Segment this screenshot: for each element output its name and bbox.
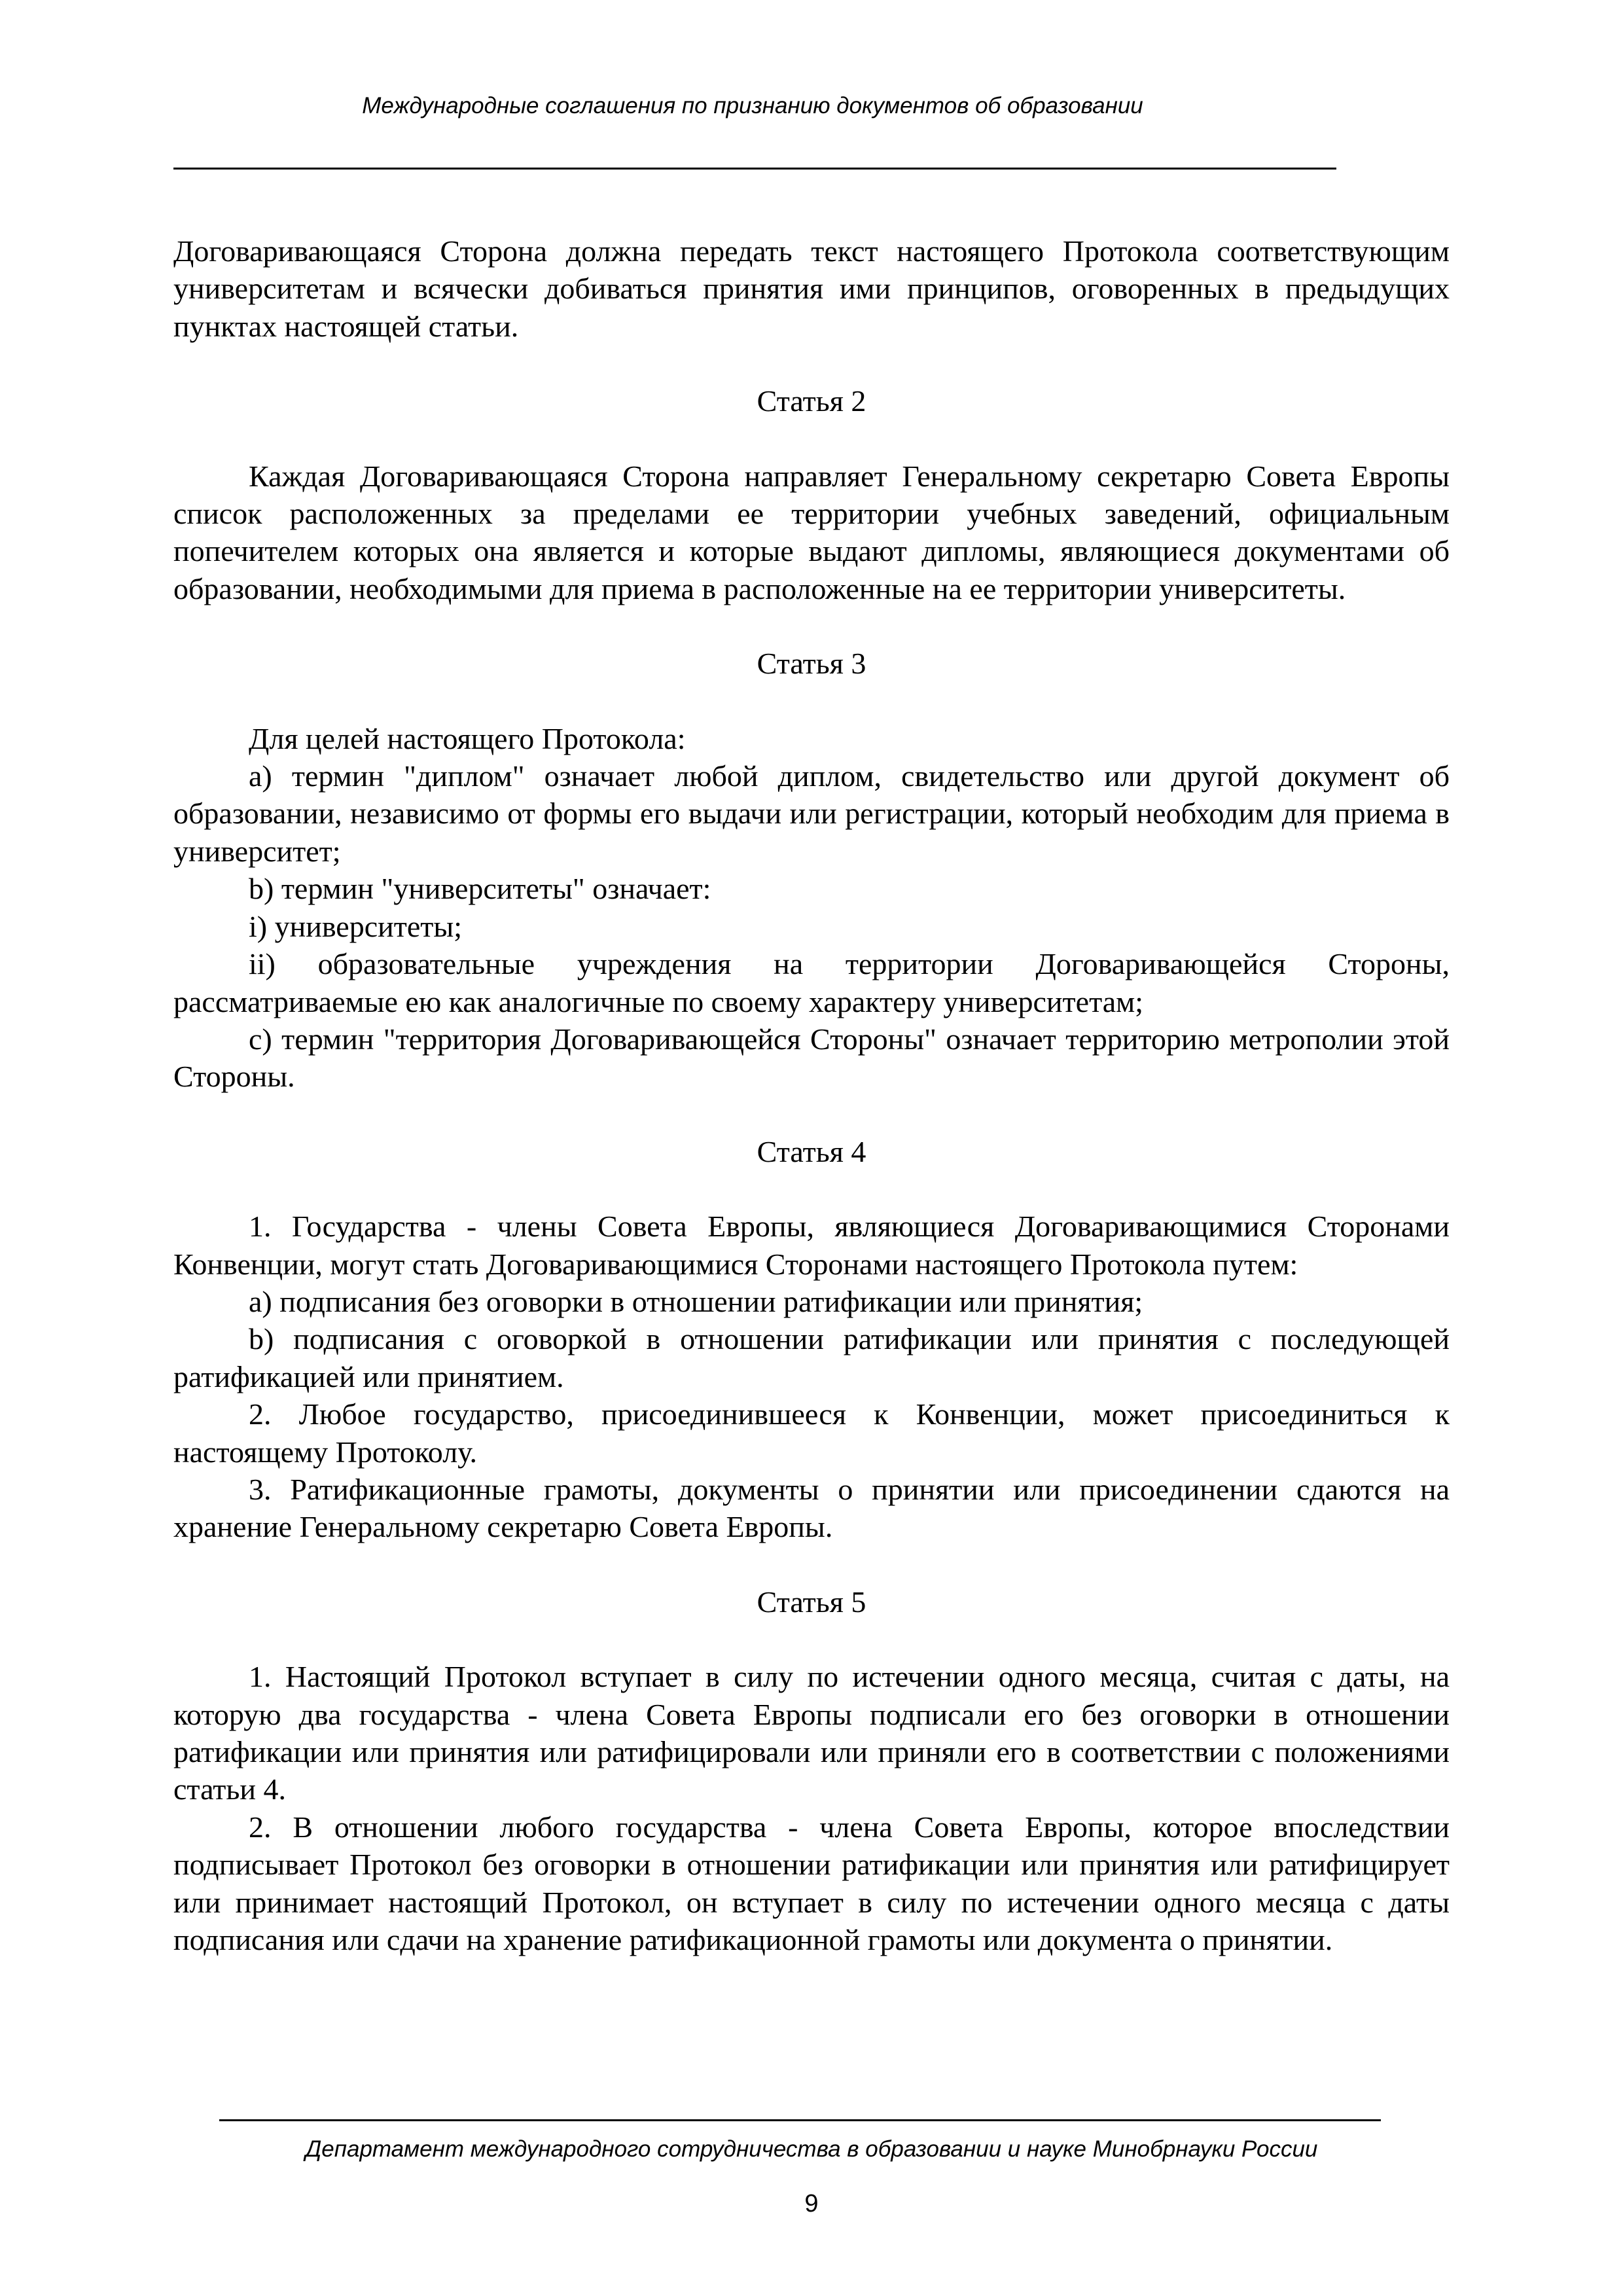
article-4-clause-1-b: b) подписания с оговоркой в отношении ратификации или принятия с последующей ратификацией или принятием. [173,1322,1450,1393]
article-3-item-c: c) термин "территория Договаривающейся Стороны" означает территорию метрополии этой Стороны. [173,1022,1450,1094]
article-3-item-a: a) термин "диплом" означает любой диплом, свидетельство или другой документ об образовании, независимо от формы его выдачи или регистрации, который необходим для приема в университет; [173,759,1450,868]
article-3-item-b-ii: ii) образовательные учреждения на территории Договаривающейся Стороны, рассматриваемые ею как аналогичные по своему характеру университетам; [173,947,1450,1018]
page-number: 9 [804,2190,819,2217]
article-3-item-b: b) термин "университеты" означает: [249,872,711,906]
article-5-clause-2: 2. В отношении любого государства - члена Совета Европы, которое впоследствии подписывает Протокол без оговорки в отношении ратификации или принятия или ратифицирует или принимает настоящий Протокол, он вступает в силу по истечении одного месяца с даты подписания или сдачи на хранение ратификационной грамоты или документа о принятии. [173,1810,1450,1957]
running-footer: Департамент международного сотрудничества в образовании и науке Минобрнауки России [305,2136,1318,2162]
article-2-heading: Статья 2 [757,384,866,418]
article-3-heading: Статья 3 [757,647,866,681]
article-4-clause-2: 2. Любое государство, присоединившееся к Конвенции, может присоединиться к настоящему Протоколу. [173,1397,1450,1469]
article-5-heading: Статья 5 [757,1585,866,1619]
article-3-item-b-i: i) университеты; [249,909,463,943]
article-2-paragraph: Каждая Договаривающаяся Сторона направляет Генеральному секретарю Совета Европы список расположенных за пределами ее территории учебных заведений, официальным попечителем которых она является и которые выдают дипломы, являющиеся документами об образовании, необходимыми для приема в расположенные на ее территории университеты. [173,459,1450,605]
header-divider [173,168,1336,170]
article-4-clause-3: 3. Ратификационные грамоты, документы о принятии или присоединении сдаются на хранение Генеральному секретарю Совета Европы. [173,1472,1450,1544]
article-4-clause-1-a: a) подписания без оговорки в отношении ратификации или принятия; [249,1284,1143,1318]
document-body [173,232,1450,1958]
article-5-clause-1: 1. Настоящий Протокол вступает в силу по истечении одного месяца, считая с даты, на которую два государства - члена Совета Европы подписали его без оговорки в отношении ратификации или принятия или ратифицировали или приняли его в соответствии с положениями статьи 4. [173,1660,1450,1806]
running-header: Международные соглашения по признанию документов об образовании [362,93,1143,118]
footer-divider [219,2119,1381,2121]
article-1-tail-paragraph: Договаривающаяся Сторона должна передать текст настоящего Протокола соответствующим университетам и всячески добиваться принятия ими принципов, оговоренных в предыдущих пунктах настоящей статьи. [173,234,1450,343]
article-4-heading: Статья 4 [757,1134,866,1168]
article-4-clause-1: 1. Государства - члены Совета Европы, являющиеся Договаривающимися Сторонами Конвенции, могут стать Договаривающимися Сторонами настоящего Протокола путем: [173,1210,1450,1281]
article-3-intro: Для целей настоящего Протокола: [249,721,686,755]
